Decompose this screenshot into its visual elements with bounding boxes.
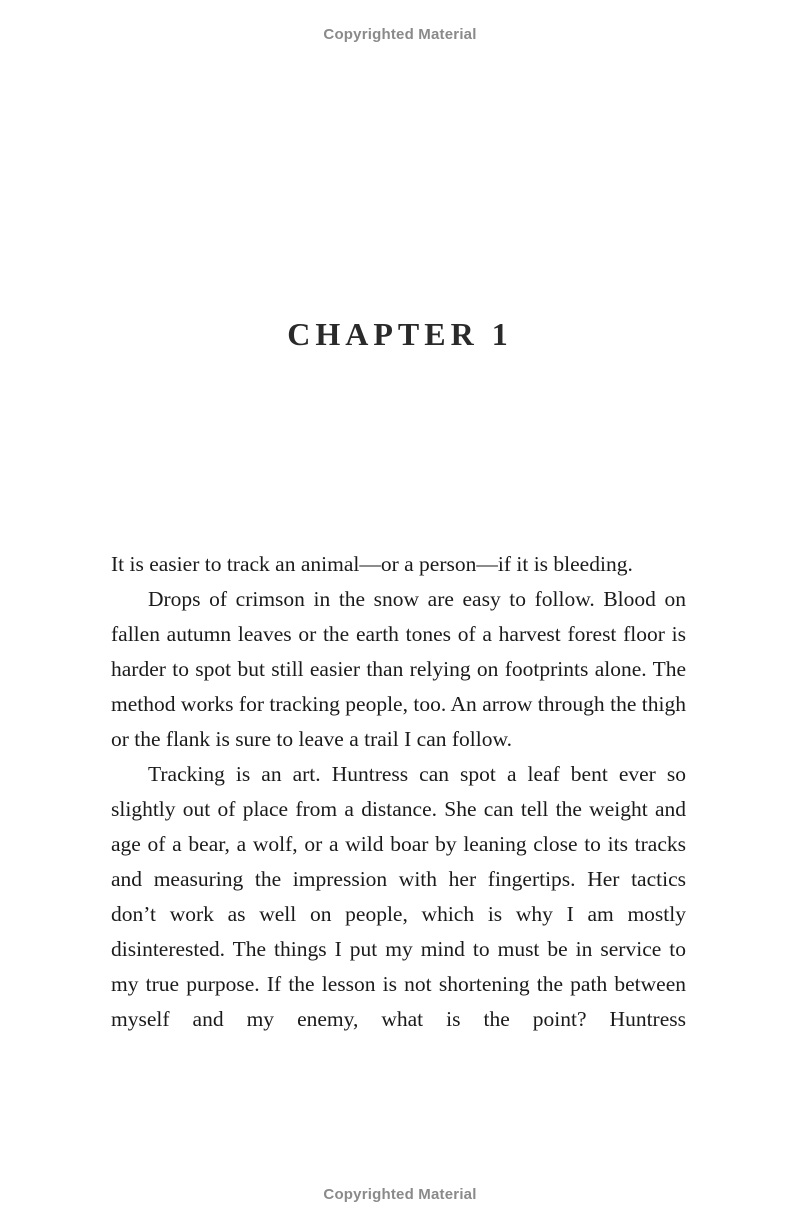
copyright-watermark-top: Copyrighted Material [323, 26, 477, 43]
chapter-heading: CHAPTER 1 [287, 316, 513, 353]
chapter-body [111, 547, 686, 1037]
paragraph-2: Drops of crimson in the snow are easy to follow. Blood on fallen autumn leaves or the earth tones of a harvest forest floor is harder to spot but still easier than relying on footprints alone. The method works for tracking people, too. An arrow through the thigh or the flank is sure to leave a trail I can follow. [111, 587, 686, 751]
paragraph-3: Tracking is an art. Huntress can spot a leaf bent ever so slightly out of place from a distance. She can tell the weight and age of a bear, a wolf, or a wild boar by leaning close to its tracks and measuring the impression with her fingertips. Her tactics don’t work as well on people, which is why I am mostly disinterested. The things I put my mind to must be in service to my true purpose. If the lesson is not shortening the path between myself and my enemy, what is the point? Huntress [111, 762, 686, 1031]
paragraph-1: It is easier to track an animal—or a person—if it is bleeding. [111, 552, 633, 576]
copyright-watermark-bottom: Copyrighted Material [323, 1186, 477, 1203]
